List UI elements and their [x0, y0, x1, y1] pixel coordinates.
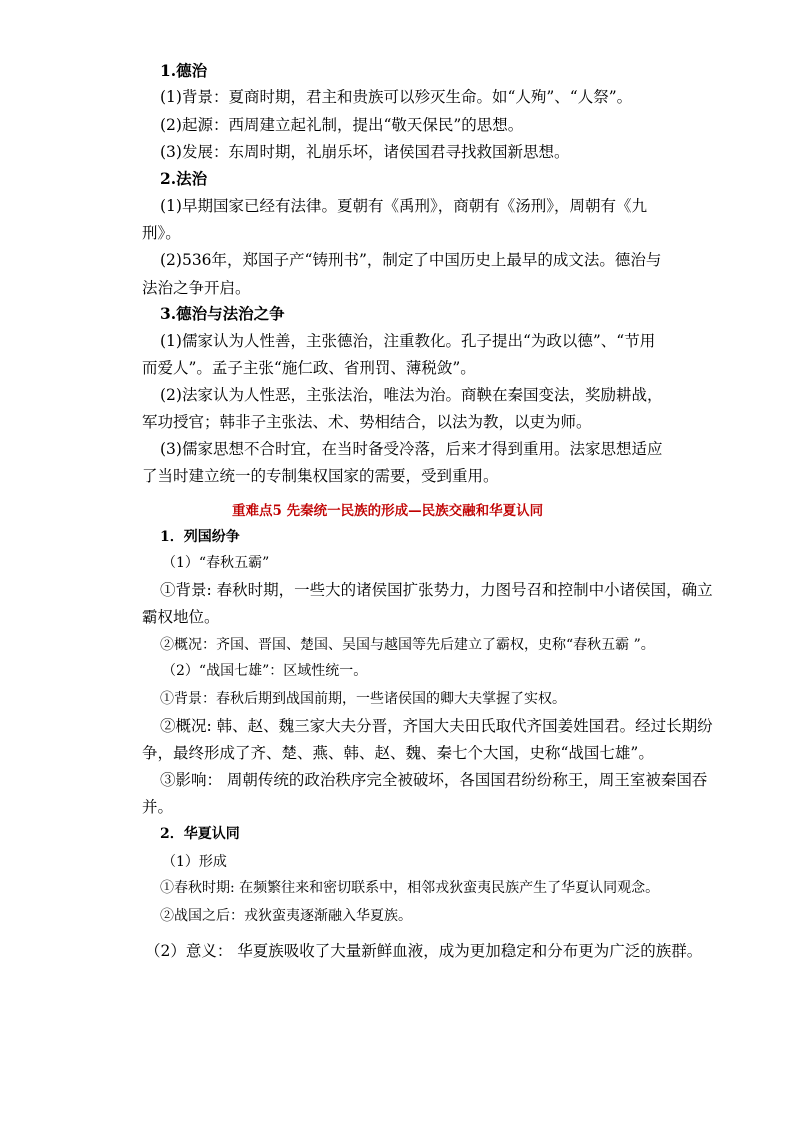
section-heading: 2.法治	[160, 169, 208, 188]
section-heading: 1.德治	[160, 61, 208, 80]
key-point-title: 重难点5 先秦统一民族的形成—民族交融和华夏认同	[232, 503, 544, 519]
paragraph-line: ②概况：齐国、晋国、楚国、吴国与越国等先后建立了霸权，史称“春秋五霸 ”。	[160, 637, 655, 653]
paragraph-line: 并。	[142, 798, 174, 816]
paragraph-line: 军功授官；韩非子主张法、术、势相结合，以法为教，以吏为师。	[142, 413, 592, 431]
paragraph-line: (3)发展：东周时期，礼崩乐坏，诸侯国君寻找救国新思想。	[160, 143, 570, 161]
paragraph-line: (1)背景：夏商时期，君主和贵族可以殄灭生命。如“人殉”、“人祭”。	[160, 88, 633, 106]
subheading: （1）形成	[162, 854, 227, 870]
paragraph-line: ①春秋时期: 在频繁往来和密切联系中，相邻戎狄蛮夷民族产生了华夏认同观念。	[160, 880, 660, 896]
paragraph-line: ②概况: 韩、赵、魏三家大夫分晋，齐国大夫田氏取代齐国姜姓国君。经过长期纷	[160, 717, 713, 735]
paragraph-line: 了当时建立统一的专制集权国家的需要，受到重用。	[142, 467, 499, 485]
subheading: （1）“春秋五霸”	[162, 555, 270, 571]
subheading: （2）“战国七雄”：区域性统一。	[162, 663, 368, 679]
paragraph-line: ②战国之后：戎狄蛮夷逐渐融入华夏族。	[160, 908, 412, 924]
section-heading: 1．列国纷争	[160, 529, 240, 545]
paragraph-line: 霸权地位。	[142, 608, 220, 626]
paragraph-line: 争，最终形成了齐、楚、燕、韩、赵、魏、秦七个大国，史称“战国七雄”。	[142, 744, 654, 762]
paragraph-line: （2）意义： 华夏族吸收了大量新鲜血液，成为更加稳定和分布更为广泛的族群。	[145, 942, 703, 960]
section-heading: 3.德治与法治之争	[160, 304, 285, 323]
paragraph-line: (1)儒家认为人性善，主张德治，注重教化。孔子提出“为政以德”、“节用	[160, 332, 656, 350]
paragraph-line: ①背景: 春秋时期，一些大的诸侯国扩张势力，力图号召和控制中小诸侯国，确立	[160, 581, 713, 599]
paragraph-line: ①背景：春秋后期到战国前期，一些诸侯国的卿大夫掌握了实权。	[160, 691, 566, 707]
paragraph-line: 而爱人”。孟子主张“施仁政、省刑罚、薄税敛”。	[142, 359, 476, 377]
paragraph-line: (1)早期国家已经有法律。夏朝有《禹刑》，商朝有《汤刑》，周朝有《九	[160, 197, 647, 215]
paragraph-line: (3)儒家思想不合时宜，在当时备受冷落，后来才得到重用。法家思想适应	[160, 440, 663, 458]
paragraph-line: (2)536年，郑国子产“铸刑书”，制定了中国历史上最早的成文法。德治与	[160, 251, 662, 269]
paragraph-line: 刑》。	[142, 224, 181, 242]
paragraph-line: ③影响： 周朝传统的政治秩序完全被破坏，各国国君纷纷称王，周王室被秦国吞	[160, 771, 708, 789]
paragraph-line: (2)起源：西周建立起礼制，提出“敬天保民”的思想。	[160, 116, 524, 134]
paragraph-line: (2)法家认为人性恶，主张法治，唯法为治。商鞅在秦国变法，奖励耕战，	[160, 386, 663, 404]
paragraph-line: 法治之争开启。	[142, 279, 251, 297]
section-heading: 2．华夏认同	[160, 826, 240, 842]
